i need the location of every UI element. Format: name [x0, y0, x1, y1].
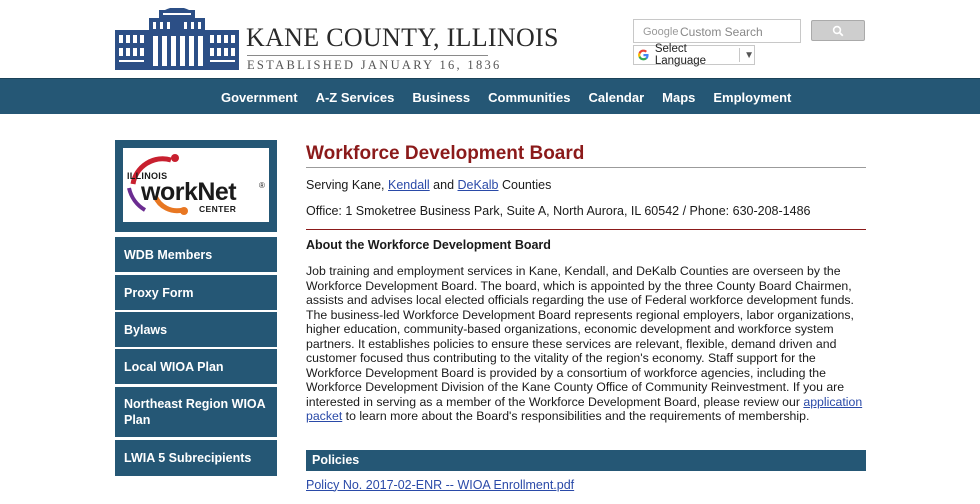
about-paragraph: [306, 264, 866, 424]
nav-item-calendar[interactable]: Calendar: [588, 89, 645, 105]
site-subtitle: ESTABLISHED JANUARY 16, 1836: [247, 58, 502, 72]
serving-prefix: Serving Kane,: [306, 178, 388, 192]
site-title[interactable]: KANE COUNTY, ILLINOIS: [246, 23, 559, 52]
worknet-logo-line2: workNet: [141, 178, 237, 206]
sidebar-item-wdb-members[interactable]: WDB Members: [115, 237, 277, 272]
about-text: Job training and employment services in Kane, Kendall, and DeKalb Counties are overseen by the Workforce Development Board. The board, which is appointed by the three County Board Chairmen, assists and advises local elected officials regarding the use of Federal workforce development funds. The business-led Workforce Development Board represents regional employers, labor organizations, higher education, community-based organizations, economic development and workforce system partners. It establishes policies to ensure these services are relevant, flexible, demand driven and customer focused thus contributing to the vitality of the region's economy. Staff support for the Workforce Development Board is provided by a consortium of workforce agencies, including the Workforce Development Division of the Kane County Office of Community Reinvestment. If you are interested in serving as a member of the Workforce Development Board, please review our: [306, 264, 854, 409]
site-header: [0, 0, 980, 78]
serving-suffix: Counties: [498, 178, 552, 192]
sidebar-item-proxy-form[interactable]: Proxy Form: [115, 275, 277, 310]
page-title: Workforce Development Board: [306, 143, 585, 164]
sidebar-item-bylaws[interactable]: Bylaws: [115, 312, 277, 347]
nav-item-business[interactable]: Business: [412, 89, 471, 105]
nav-item-az-services[interactable]: A-Z Services: [315, 89, 395, 105]
policies-heading: Policies: [306, 450, 866, 471]
about-tail: to learn more about the Board's responsibilities and the requirements of membership.: [342, 409, 810, 423]
serving-mid: and: [429, 178, 458, 192]
dekalb-link[interactable]: DeKalb: [457, 178, 499, 192]
worknet-logo-line3: CENTER: [199, 204, 237, 214]
policy-document-link[interactable]: Policy No. 2017-02-ENR -- WIOA Enrollment.pdf: [306, 477, 575, 492]
google-search-brand: Google: [643, 26, 679, 38]
nav-item-government[interactable]: Government: [221, 89, 298, 105]
nav-item-employment[interactable]: Employment: [713, 89, 792, 105]
language-select-label: Select Language: [654, 43, 707, 67]
search-placeholder: Custom Search: [680, 25, 763, 39]
title-underline: [306, 167, 866, 168]
sidebar-item-lwia-5-subrecipients[interactable]: LWIA 5 Subrecipients: [115, 440, 277, 476]
application-packet-link[interactable]: application packet: [306, 394, 863, 423]
google-g-icon: [637, 48, 650, 62]
serving-line: [306, 178, 866, 192]
worknet-logo-panel[interactable]: [115, 140, 277, 232]
policy-list-item: [306, 478, 866, 492]
sidebar-item-local-wioa-plan[interactable]: Local WIOA Plan: [115, 349, 277, 384]
worknet-logo-line1: ILLINOIS: [127, 171, 168, 181]
search-icon: [832, 25, 844, 37]
worknet-logo: [123, 148, 269, 222]
language-select[interactable]: [633, 45, 755, 65]
title-divider: [247, 55, 488, 56]
kendall-link[interactable]: Kendall: [388, 178, 430, 192]
dropdown-arrow-icon: ▼: [744, 49, 754, 61]
worknet-logo-reg: ®: [259, 181, 265, 190]
search-button[interactable]: [811, 20, 865, 41]
about-heading: About the Workforce Development Board: [306, 238, 551, 252]
sidebar-item-northeast-region-wioa-plan[interactable]: Northeast Region WIOA Plan: [115, 387, 277, 437]
section-divider: [306, 229, 866, 230]
search-input[interactable]: [633, 19, 801, 43]
nav-item-maps[interactable]: Maps: [662, 89, 696, 105]
office-address: Office: 1 Smoketree Business Park, Suite A, North Aurora, IL 60542 / Phone: 630-208-1486: [306, 204, 811, 218]
main-content: [306, 143, 866, 492]
nav-item-communities[interactable]: Communities: [488, 89, 571, 105]
language-select-divider: [739, 48, 740, 62]
main-nav: [0, 78, 980, 114]
courthouse-logo[interactable]: [115, 8, 239, 70]
